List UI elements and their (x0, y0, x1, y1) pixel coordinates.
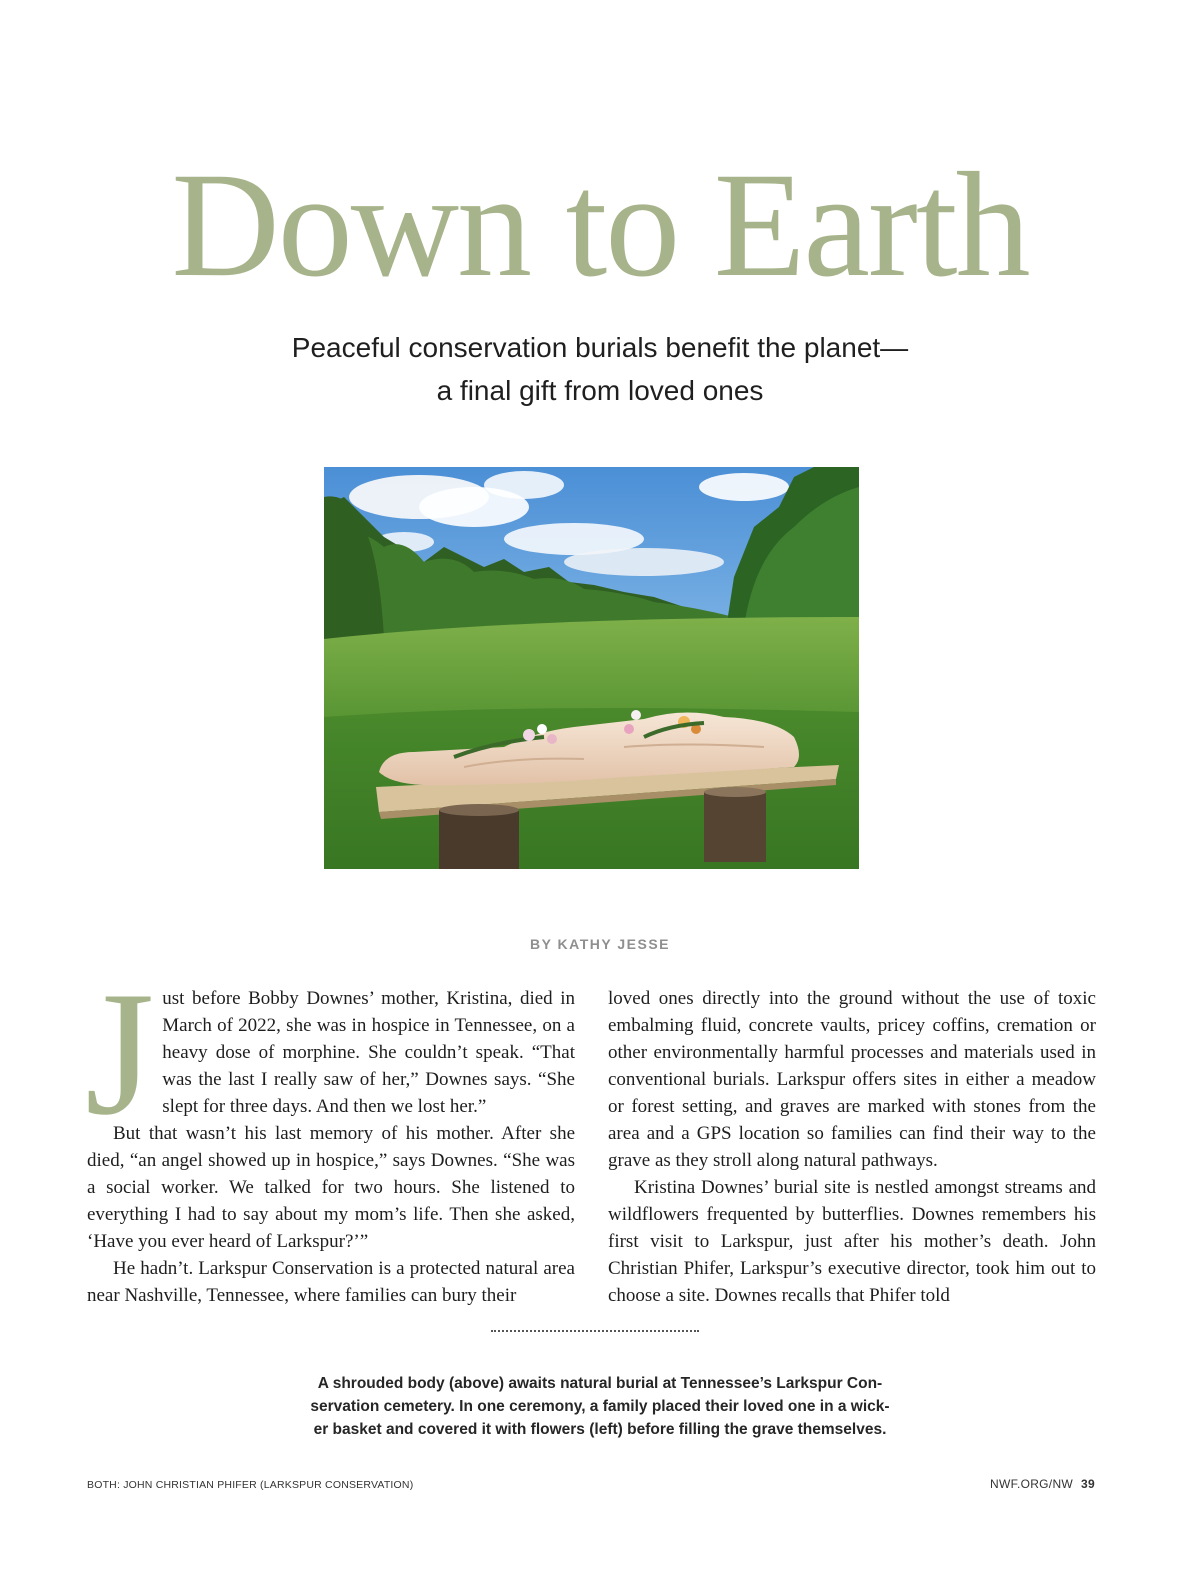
page-folio (990, 1477, 1095, 1491)
page-number: 39 (1081, 1477, 1095, 1491)
body-paragraph: Just before Bobby Downes’ mother, Kristina, died in March of 2022, she was in hospice in Tennessee, on a heavy dose of morphine. She couldn’t speak. “That was the last I really saw of her,” Downes says. “She slept for three days. And then we lost her.” (85, 954, 575, 1152)
article-headline: Down to Earth (171, 142, 1029, 308)
body-column-left (85, 954, 575, 1309)
body-paragraph: But that wasn’t his last memory of his mother. After she died, “an angel showed up in hospice,” says Downes. “She was a social worker. We talked for two hours. She listened to everything I had to say about my mom’s life. Then she asked, ‘Have you ever heard of Larkspur?’” (87, 1123, 575, 1252)
drop-cap: J (85, 954, 155, 1152)
body-column-right (608, 985, 1096, 1309)
caption-line: servation cemetery. In one ceremony, a family placed their loved one in a wick- (310, 1398, 890, 1415)
byline: BY KATHY JESSE (529, 936, 671, 952)
caption-line: A shrouded body (above) awaits natural burial at Tennessee’s Larkspur Con- (317, 1375, 883, 1392)
dotted-divider (491, 1330, 699, 1334)
body-paragraph: Kristina Downes’ burial site is nestled amongst streams and wildflowers frequented by butterflies. Downes remembers his first visit to Larkspur, just after his mother’s death. John Christian Phifer, Larkspur’s executive director, took him out to choose a site. Downes recalls that Phifer told (608, 1177, 1096, 1306)
body-paragraph: loved ones directly into the ground without the use of toxic embalming fluid, concrete vaults, pricey coffins, cremation or other environmentally harmful processes and materials used in conventional burials. Larkspur offers sites in either a meadow or forest setting, and graves are marked with stones from the area and a GPS location so families can find their way to the grave as they stroll along natural pathways. (608, 988, 1096, 1171)
deck-line-2: a final gift from loved ones (436, 375, 764, 406)
burial-meadow-photo (324, 467, 859, 869)
site-url: NWF.ORG/NW (990, 1477, 1074, 1491)
caption-line: er basket and covered it with flowers (left) before filling the grave themselves. (313, 1421, 887, 1438)
deck-line-1: Peaceful conservation burials benefit the planet— (291, 332, 909, 363)
article-deck (0, 326, 1200, 412)
body-paragraph: He hadn’t. Larkspur Conservation is a protected natural area near Nashville, Tennessee, where families can bury their (87, 1258, 575, 1306)
photo-credit: BOTH: JOHN CHRISTIAN PHIFER (LARKSPUR CONSERVATION) (87, 1479, 414, 1491)
photo-caption (290, 1372, 910, 1441)
